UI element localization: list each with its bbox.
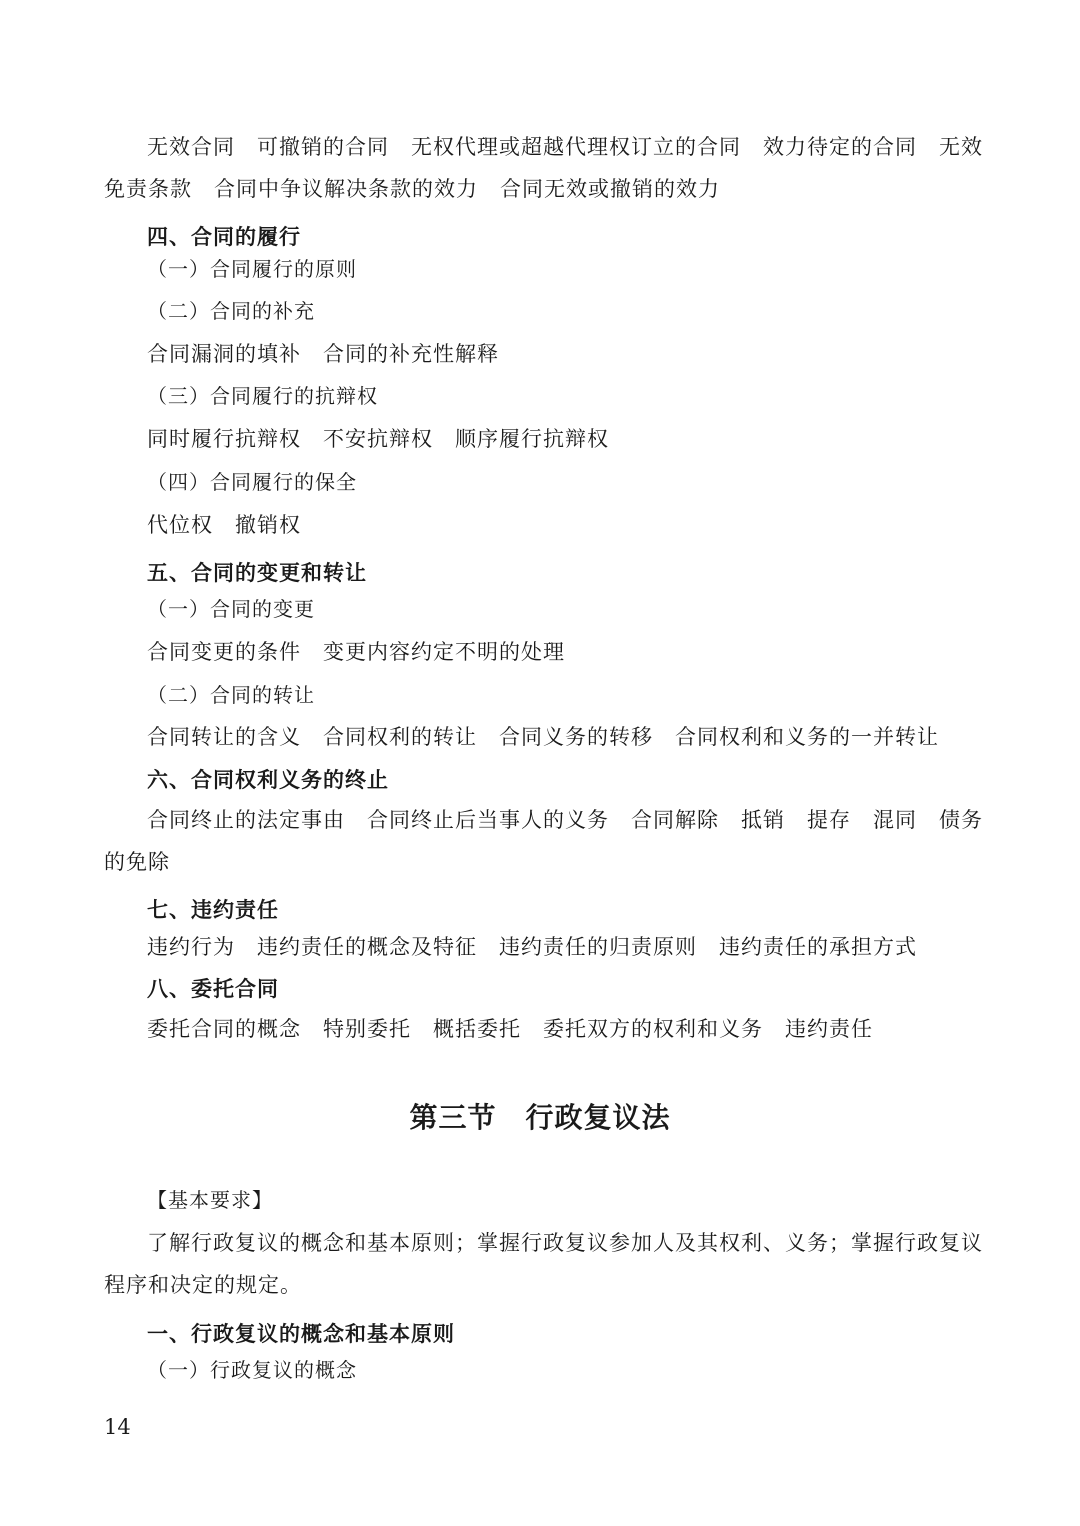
heading-six: 六、合同权利义务的终止 <box>147 768 389 792</box>
body-text-line: 了解行政复议的概念和基本原则；掌握行政复议参加人及其权利、义务；掌握行政复议 <box>147 1231 983 1255</box>
subheading: （三）合同履行的抗辩权 <box>147 384 378 408</box>
body-text-line: 合同变更的条件 变更内容约定不明的处理 <box>147 640 565 664</box>
page-number: 14 <box>104 1415 131 1439</box>
requirements-label: 【基本要求】 <box>147 1188 273 1212</box>
body-text-line: 同时履行抗辩权 不安抗辩权 顺序履行抗辩权 <box>147 427 609 451</box>
heading-five: 五、合同的变更和转让 <box>147 561 367 585</box>
heading-four: 四、合同的履行 <box>147 225 301 249</box>
subheading: （二）合同的转让 <box>147 683 315 707</box>
body-text-line: 无效合同 可撤销的合同 无权代理或超越代理权订立的合同 效力待定的合同 无效 <box>147 135 983 159</box>
heading-seven: 七、违约责任 <box>147 898 279 922</box>
subheading: （一）合同的变更 <box>147 597 315 621</box>
body-text-line: 合同终止的法定事由 合同终止后当事人的义务 合同解除 抵销 提存 混同 债务 <box>147 808 983 832</box>
body-text-line: 代位权 撤销权 <box>147 513 301 537</box>
body-text-line: 免责条款 合同中争议解决条款的效力 合同无效或撤销的效力 <box>104 177 720 201</box>
subheading: （二）合同的补充 <box>147 299 315 323</box>
body-text-line: 合同漏洞的填补 合同的补充性解释 <box>147 342 499 366</box>
body-text-line: 程序和决定的规定。 <box>104 1273 302 1297</box>
body-text-line: 合同转让的含义 合同权利的转让 合同义务的转移 合同权利和义务的一并转让 <box>147 725 939 749</box>
heading-one: 一、行政复议的概念和基本原则 <box>147 1322 455 1346</box>
body-text-line: 的免除 <box>104 850 170 874</box>
subheading: （一）合同履行的原则 <box>147 257 357 281</box>
heading-eight: 八、委托合同 <box>147 977 279 1001</box>
body-text-line: 违约行为 违约责任的概念及特征 违约责任的归责原则 违约责任的承担方式 <box>147 935 917 959</box>
subheading: （四）合同履行的保全 <box>147 470 357 494</box>
body-text-line: 委托合同的概念 特别委托 概括委托 委托双方的权利和义务 违约责任 <box>147 1017 873 1041</box>
subheading: （一）行政复议的概念 <box>147 1358 357 1382</box>
section-title: 第三节 行政复议法 <box>409 1101 671 1134</box>
